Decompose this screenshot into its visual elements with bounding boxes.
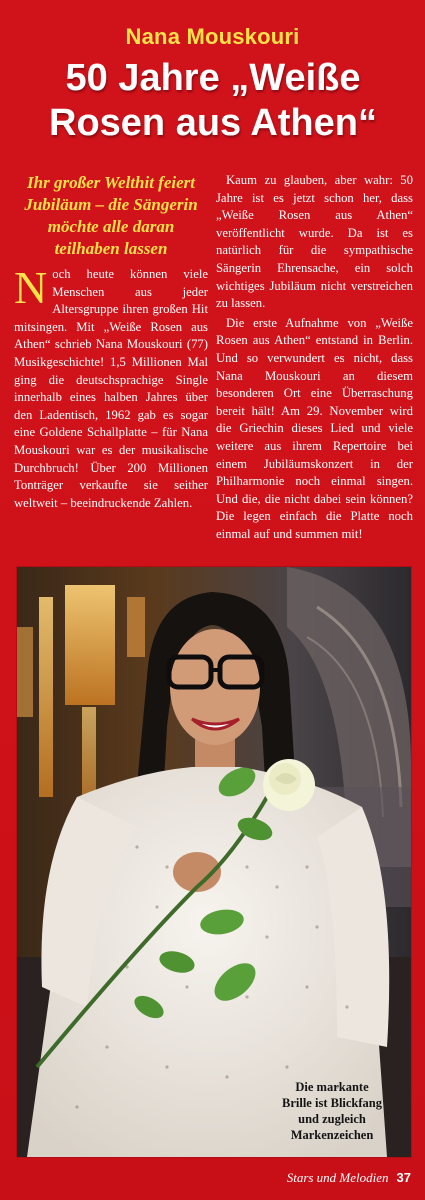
- page-number: 37: [396, 1170, 411, 1185]
- page-footer: [287, 1170, 411, 1186]
- photo-caption: [258, 1079, 406, 1143]
- magazine-name: Stars und Melodien: [286, 1170, 389, 1185]
- right-column: [216, 172, 413, 543]
- dropcap: N: [14, 262, 48, 313]
- left-body: [14, 262, 208, 512]
- headline-line-2: Rosen aus Athen“: [49, 102, 377, 144]
- caption-line: Die markante: [295, 1080, 369, 1094]
- left-column: [14, 172, 208, 512]
- caption-line: und zugleich: [298, 1112, 366, 1126]
- caption-line: Brille ist Blickfang: [282, 1096, 382, 1110]
- photo: [16, 566, 412, 1158]
- left-body-text: och heute können viele Menschen aus jeder Altersgruppe ihren großen Hit mitsingen. Mit „Weiße Rosen aus Athen“ schrieb Nana Mouskouri (77) Musikgeschichte! 1,5 Millionen Mal ging die deutschsprachige Single innerhalb eines halben Jahres über den Ladentisch, 1962 gab es sogar eine Goldene Schallplatte – für Nana Mouskouri war es der musikalische Durchbruch! Über 200 Millionen Tonträger verkaufte sie seither weltweit – beeindruckende Zahlen.: [14, 267, 208, 510]
- headline: [8, 56, 418, 146]
- right-paragraph-1: Kaum zu glauben, aber wahr: 50 Jahre ist es jetzt schon her, dass „Weiße Rosen aus Athen“ veröffentlicht wurde. Da ist es natürlich für die sympathische Sängerin Ehrensache, ein solch wichtiges Jubiläum nicht verstreichen zu lassen.: [216, 173, 413, 311]
- right-paragraph-2: Die erste Aufnahme von „Weiße Rosen aus Athen“ entstand in Berlin. Und so verwundert es nicht, dass Nana Mouskouri an diesem besonderen Ort eine Überraschung bereit hält! Am 29. November wird die Griechin dieses Lied und viele weitere aus ihrem Repertoire bei einem Jubiläumskonzert in der Philharmonie noch einmal singen. Und die, die nicht dabei sein können? Die legen einfach die Platte noch einmal auf und summen mit!: [216, 315, 413, 541]
- headline-line-1: 50 Jahre „Weiße: [65, 57, 361, 99]
- left-paragraph: [14, 262, 208, 512]
- deck: Ihr großer Welthit feiert Jubiläum – die Sängerin möchte alle daran teilhaben lassen: [24, 173, 198, 258]
- kicker: Nana Mouskouri: [125, 24, 300, 49]
- photo-illustration: [17, 567, 411, 1157]
- caption-line: Markenzeichen: [290, 1128, 374, 1142]
